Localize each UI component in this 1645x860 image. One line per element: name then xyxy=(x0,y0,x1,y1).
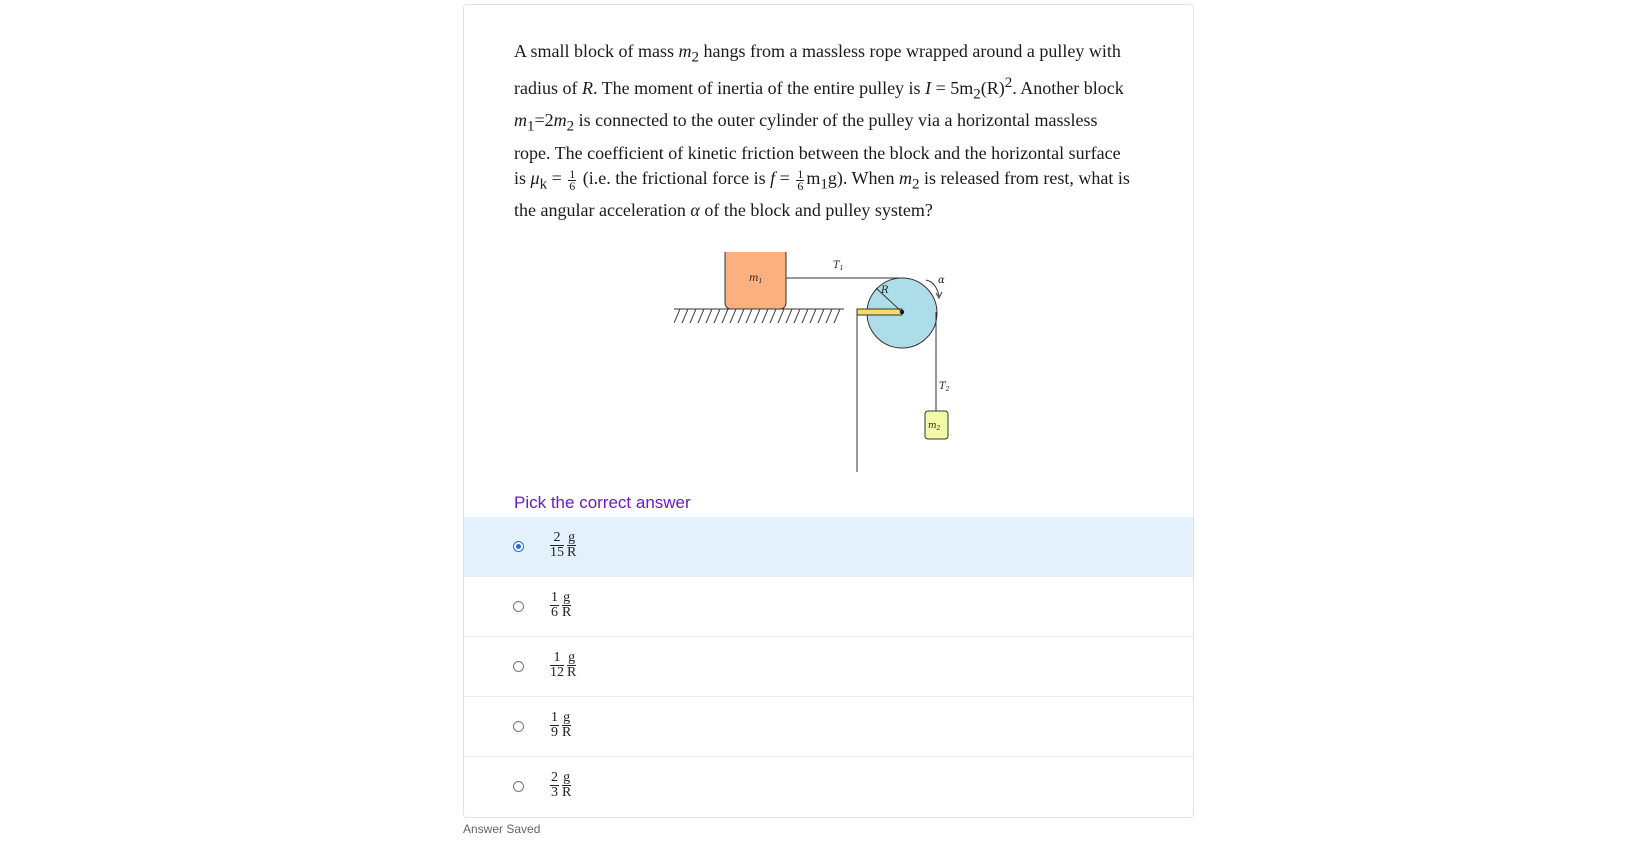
t2-label: $T_2$ xyxy=(939,381,950,393)
answer-option[interactable] xyxy=(464,637,1193,697)
answer-formula: $\frac{2}{15}$ $\frac{g}{R}$ xyxy=(550,530,577,560)
answer-formula: $\frac{1}{6}$ $\frac{g}{R}$ xyxy=(551,590,572,620)
m1-label: $m_1$ xyxy=(749,273,763,285)
axle-arm xyxy=(857,309,902,315)
question-text: A small block of mass $m_2$ hangs from a massless rope wrapped around a pulley with radius of R. The moment of inertia of the entire pulley is $I = 5m_2(R)^2$. Another block $m_1=2m_2$ is connected to the outer cylinder of the pulley via a horizontal massless rope. The coefficient of kinetic friction between the block and the horizontal surface is $\mu_k$ = $\frac{1}{6}$ (i.e. the frictional force is f = $\frac{1}{6}$ $m_1g$). When $m_2$ is released from rest, what is the angular acceleration α of the block and pulley system? xyxy=(514,41,1130,221)
answer-options xyxy=(464,517,1193,817)
answer-option[interactable] xyxy=(464,757,1193,817)
answer-option[interactable] xyxy=(464,517,1193,577)
answer-prompt: Pick the correct answer xyxy=(514,493,691,512)
radio-button[interactable] xyxy=(513,541,524,552)
answer-formula: $\frac{1}{9}$ $\frac{g}{R}$ xyxy=(551,710,572,740)
friction-fraction: $\frac{1}{6}$ xyxy=(797,166,804,193)
question-card xyxy=(463,4,1194,818)
save-status: Answer Saved xyxy=(463,822,541,836)
pulley-diagram xyxy=(674,252,974,474)
t1-label: $T_1$ xyxy=(833,260,844,272)
ground-hatch xyxy=(674,309,840,323)
answer-option[interactable] xyxy=(464,577,1193,637)
radio-button[interactable] xyxy=(513,781,524,792)
answer-formula: $\frac{1}{12}$ $\frac{g}{R}$ xyxy=(550,650,577,680)
radio-button[interactable] xyxy=(513,721,524,732)
answer-formula: $\frac{2}{3}$ $\frac{g}{R}$ xyxy=(551,770,572,800)
mu-fraction: $\frac{1}{6}$ xyxy=(569,166,576,193)
r-label: R xyxy=(881,285,889,296)
alpha-label: α xyxy=(938,275,945,286)
m2-label: $m_2$ xyxy=(928,421,941,432)
radio-button[interactable] xyxy=(513,601,524,612)
radio-button[interactable] xyxy=(513,661,524,672)
answer-option[interactable] xyxy=(464,697,1193,757)
